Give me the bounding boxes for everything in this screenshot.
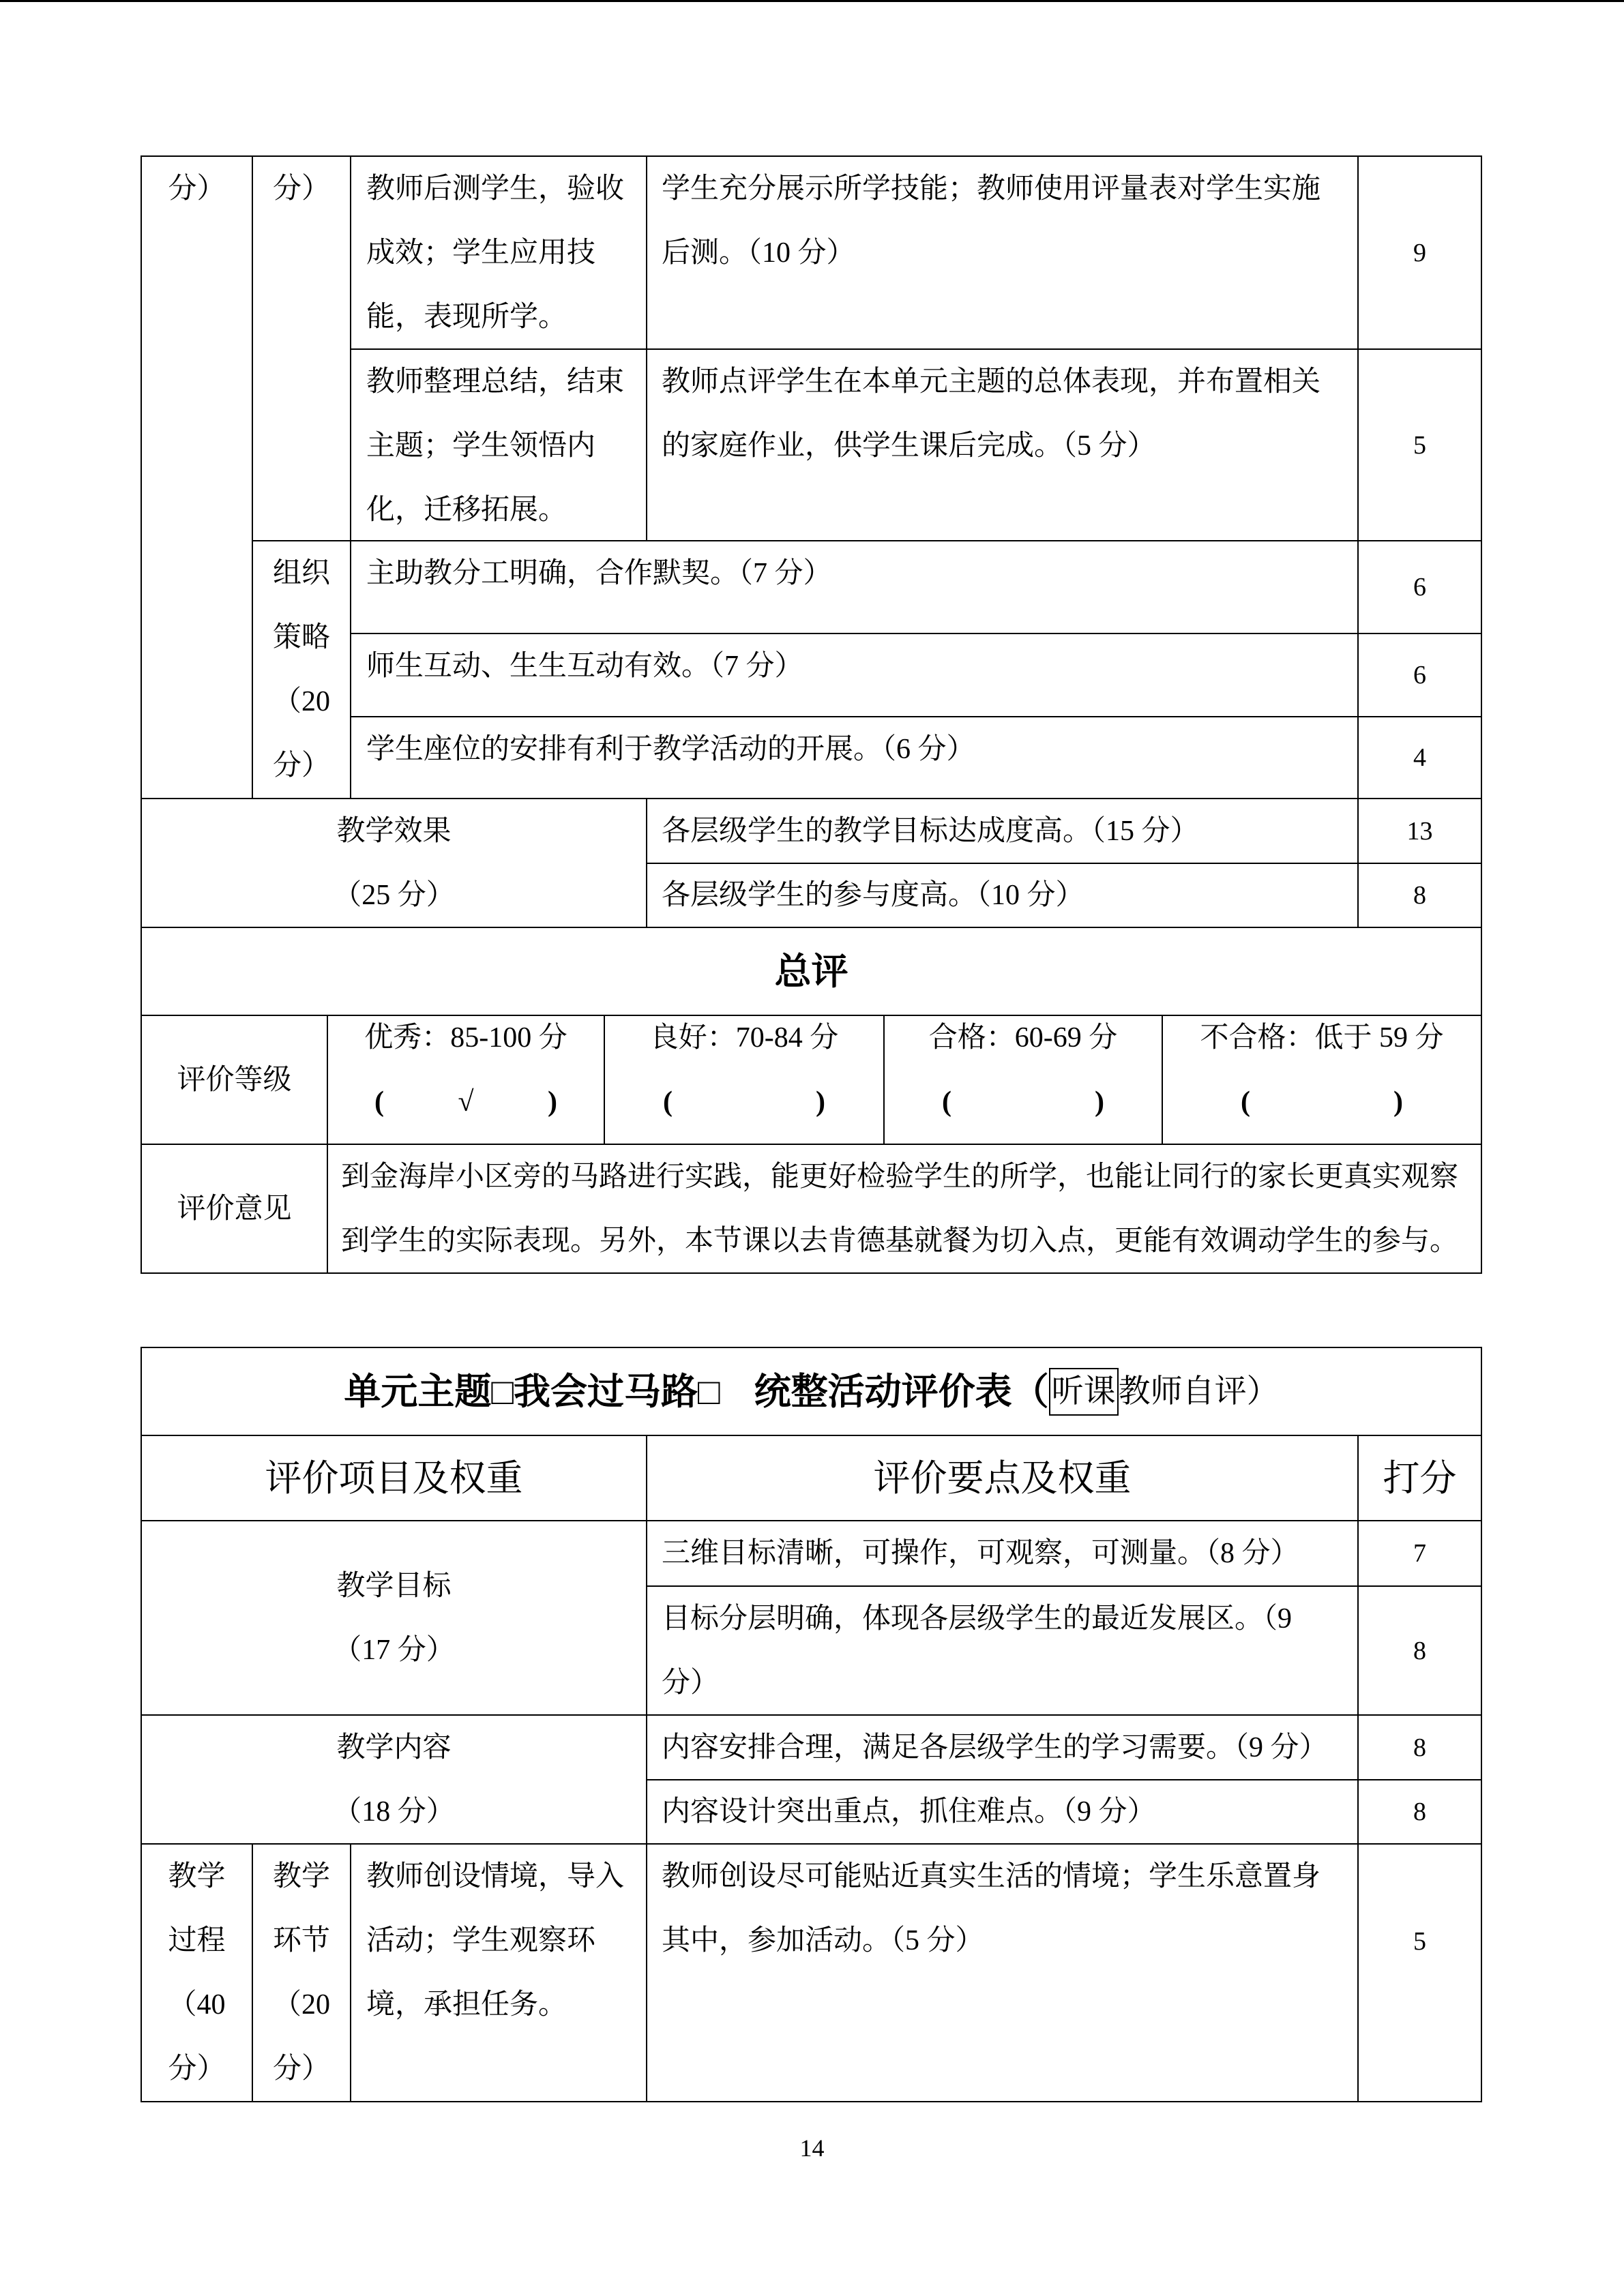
- step-criterion-line: 教师点评学生在本单元主题的总体表现，并布置相关: [662, 366, 1321, 398]
- score-value: 13: [1406, 816, 1433, 846]
- organization-criterion-cell: [350, 540, 1359, 634]
- step-activity-line: 主题；学生领悟内: [366, 430, 596, 462]
- grade-label-cell: [141, 1015, 328, 1145]
- open-paren: (: [374, 1086, 384, 1118]
- score-value: 8: [1413, 1733, 1426, 1762]
- content-criterion: 内容安排合理，满足各层级学生的学习需要。（9 分）: [662, 1731, 1328, 1763]
- process-label-line: 教学: [168, 1861, 226, 1892]
- step-criterion-cell: [646, 1843, 1359, 2102]
- grade-label: 评价等级: [177, 1064, 292, 1096]
- score-value: 6: [1413, 661, 1426, 689]
- comment-line: 到学生的实际表现。另外，本节课以去肯德基就餐为切入点，更能有效调动学生的参与。: [341, 1225, 1459, 1257]
- stage-label-line: 环节: [272, 1925, 330, 1956]
- header-item: 评价项目及权重: [265, 1457, 523, 1499]
- effect-criterion: 各层级学生的教学目标达成度高。（15 分）: [662, 815, 1199, 847]
- grade-option-label: 优秀：85-100 分: [364, 1022, 567, 1054]
- close-paren: ): [816, 1086, 825, 1118]
- score-cell: [1357, 716, 1482, 799]
- step-activity-line: 教师后测学生，验收: [366, 173, 625, 205]
- stage-label-line: （20: [272, 1989, 330, 2021]
- open-paren: (: [942, 1086, 951, 1118]
- title-boxed-word: 听课: [1049, 1368, 1119, 1416]
- page-top-rule: [0, 0, 1624, 2]
- organization-label-line: 分）: [272, 750, 330, 781]
- grade-check-slot: [328, 1070, 604, 1134]
- goal-criterion-line: 分）: [662, 1667, 720, 1699]
- close-paren: ): [1393, 1086, 1403, 1118]
- grade-check-slot: [605, 1070, 883, 1134]
- organization-label-cell: [252, 540, 351, 799]
- step-activity-line: 成效；学生应用技: [366, 237, 596, 269]
- step-criterion-cell: [646, 155, 1359, 350]
- step-activity-line: 教师整理总结，结束: [366, 366, 625, 398]
- content-label-cell: [141, 1714, 647, 1845]
- step-criterion-line: 后测。（10 分）: [662, 237, 855, 269]
- score-value: 5: [1413, 1927, 1426, 1956]
- effect-label-line: （25 分）: [333, 879, 455, 911]
- content-label-line: 教学内容: [336, 1731, 452, 1763]
- step-criterion-line: 教师创设尽可能贴近真实生活的情境；学生乐意置身: [662, 1861, 1321, 1892]
- process-label-cell: [141, 1843, 253, 2102]
- check-mark: √: [458, 1086, 474, 1118]
- step-activity-line: 教师创设情境，导入: [366, 1861, 625, 1892]
- score-value: 8: [1413, 881, 1426, 910]
- organization-label-line: 策略: [272, 622, 330, 653]
- score-cell: [1357, 798, 1482, 864]
- content-criterion-cell: [646, 1779, 1359, 1845]
- step-activity-line: 化，迁移拓展。: [366, 494, 567, 526]
- score-value: 8: [1413, 1636, 1426, 1665]
- score-cell: [1357, 540, 1482, 634]
- step-criterion-line: 其中，参加活动。（5 分）: [662, 1925, 984, 1956]
- header-point-cell: [646, 1435, 1359, 1521]
- stage-weight-tail-cell: [252, 155, 351, 541]
- step-activity-cell: [350, 155, 647, 350]
- effect-criterion-cell: [646, 863, 1359, 928]
- close-paren: ): [548, 1086, 557, 1118]
- organization-label-line: 组织: [272, 558, 330, 589]
- comment-cell: [327, 1144, 1482, 1274]
- step-activity-line: 能，表现所学。: [366, 301, 567, 333]
- step-activity-cell: [350, 1843, 647, 2102]
- score-value: 9: [1413, 238, 1426, 267]
- stage-label-line: 分）: [272, 2053, 330, 2085]
- score-cell: [1357, 348, 1482, 541]
- organization-criterion: 学生座位的安排有利于教学活动的开展。（6 分）: [366, 734, 975, 765]
- score-value: 8: [1413, 1798, 1426, 1826]
- effect-criterion-cell: [646, 798, 1359, 864]
- stage-weight-tail: 分）: [272, 173, 330, 205]
- header-point: 评价要点及权重: [873, 1457, 1132, 1499]
- score-value: 6: [1413, 573, 1426, 601]
- effect-criterion: 各层级学生的参与度高。（10 分）: [662, 880, 1084, 911]
- score-cell: [1357, 1585, 1482, 1716]
- score-cell: [1357, 1520, 1482, 1587]
- title-form-name: 统整活动评价表（: [754, 1371, 1049, 1412]
- goal-label-line: 教学目标: [336, 1570, 452, 1602]
- goal-criterion-cell: [646, 1585, 1359, 1716]
- score-cell: [1357, 1843, 1482, 2102]
- score-value: 5: [1413, 430, 1426, 460]
- open-paren: (: [663, 1086, 673, 1118]
- score-cell: [1357, 155, 1482, 350]
- content-criterion: 内容设计突出重点，抓住难点。（9 分）: [662, 1796, 1156, 1828]
- grade-option-label: 良好：70-84 分: [649, 1022, 839, 1054]
- goal-criterion-line: 三维目标清晰，可操作，可观察，可测量。（8 分）: [662, 1538, 1299, 1569]
- goal-criterion-line: 目标分层明确，体现各层级学生的最近发展区。（9: [662, 1602, 1293, 1635]
- grade-option-label: 不合格：低于 59 分: [1200, 1022, 1444, 1054]
- close-paren: ): [1095, 1086, 1104, 1118]
- step-criterion-line: 学生充分展示所学技能；教师使用评量表对学生实施: [662, 173, 1321, 205]
- process-label-line: （40: [168, 1989, 226, 2021]
- table-title-cell: [141, 1347, 1482, 1436]
- content-label-line: （18 分）: [333, 1795, 455, 1828]
- table-title: [344, 1360, 1278, 1424]
- effect-label-cell: [141, 798, 647, 928]
- organization-criterion: 师生互动、生生互动有效。（7 分）: [366, 651, 803, 682]
- grade-option-pass: [883, 1015, 1163, 1145]
- comment-label-cell: [141, 1144, 328, 1274]
- content-criterion-cell: [646, 1714, 1359, 1780]
- stage-label-cell: [252, 1843, 351, 2102]
- header-score-cell: [1357, 1435, 1482, 1521]
- step-activity-cell: [350, 348, 647, 541]
- step-activity-line: 境，承担任务。: [366, 1989, 567, 2021]
- goal-label-line: （17 分）: [333, 1634, 455, 1666]
- score-value: 7: [1413, 1539, 1426, 1568]
- grade-option-fail: [1162, 1015, 1482, 1145]
- goal-criterion-cell: [646, 1520, 1359, 1587]
- grade-check-slot: [885, 1070, 1162, 1134]
- score-cell: [1357, 633, 1482, 717]
- stage-label-line: 教学: [272, 1861, 330, 1892]
- step-criterion-cell: [646, 348, 1359, 541]
- organization-criterion-cell: [350, 633, 1359, 717]
- grade-option-good: [604, 1015, 885, 1145]
- process-weight-tail: 分）: [168, 173, 226, 205]
- step-activity-line: 活动；学生观察环: [366, 1925, 596, 1956]
- header-item-cell: [141, 1435, 647, 1521]
- effect-label-line: 教学效果: [336, 815, 452, 847]
- page-number: 14: [799, 2134, 825, 2162]
- title-theme: 单元主题□我会过马路□: [344, 1371, 720, 1412]
- grade-check-slot: [1163, 1070, 1481, 1134]
- grade-option-excellent: [327, 1015, 605, 1145]
- summary-heading-cell: [141, 927, 1482, 1016]
- step-criterion-line: 的家庭作业，供学生课后完成。（5 分）: [662, 430, 1156, 462]
- score-cell: [1357, 863, 1482, 928]
- open-paren: (: [1241, 1086, 1250, 1118]
- score-cell: [1357, 1779, 1482, 1845]
- organization-criterion-cell: [350, 716, 1359, 799]
- score-cell: [1357, 1714, 1482, 1780]
- comment-line: 到金海岸小区旁的马路进行实践，能更好检验学生的所学，也能让同行的家长更真实观察: [341, 1161, 1459, 1193]
- goal-label-cell: [141, 1520, 647, 1716]
- header-score: 打分: [1383, 1457, 1457, 1499]
- process-weight-tail-cell: [141, 155, 253, 799]
- process-label-line: 过程: [168, 1925, 226, 1956]
- comment-label: 评价意见: [177, 1193, 292, 1225]
- organization-criterion: 主助教分工明确，合作默契。（7 分）: [366, 558, 832, 589]
- title-tail: 教师自评）: [1118, 1373, 1279, 1410]
- grade-option-label: 合格：60-69 分: [928, 1022, 1118, 1054]
- score-value: 4: [1413, 743, 1426, 772]
- process-label-line: 分）: [168, 2053, 226, 2085]
- summary-heading: 总评: [774, 951, 848, 992]
- organization-label-line: （20: [272, 686, 330, 717]
